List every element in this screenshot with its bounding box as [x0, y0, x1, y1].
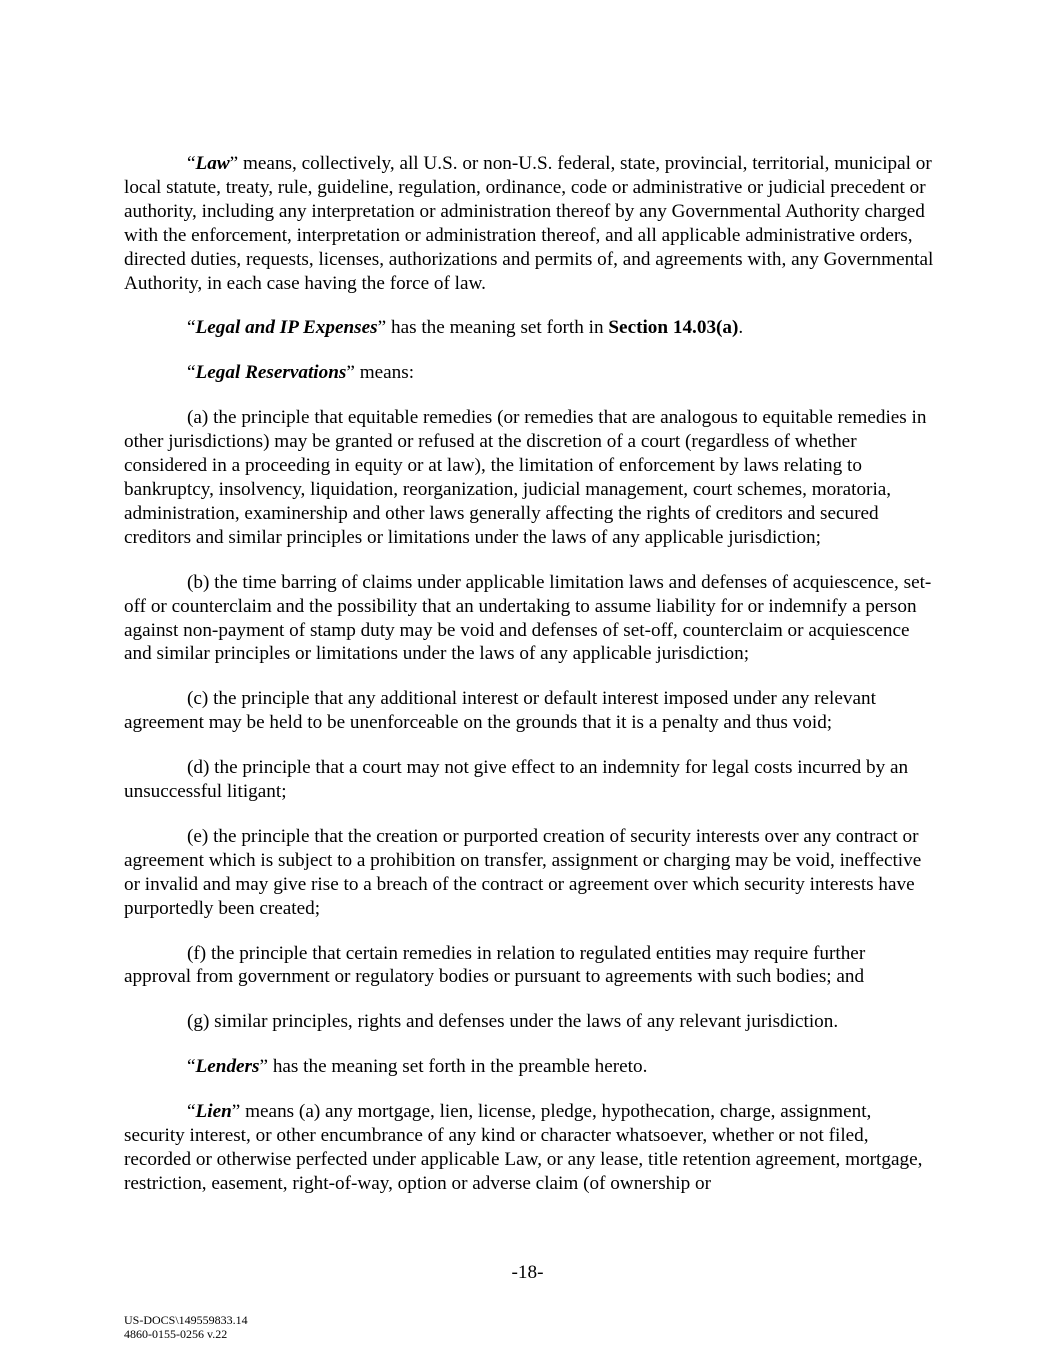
open-quote: “ [187, 153, 196, 174]
document-footer [124, 1313, 248, 1341]
close-quote: ” [346, 362, 355, 384]
definition-text: has the meaning set forth in [386, 317, 609, 339]
clause-f: (f) the principle that certain remedies in relation to regulated entities may require further approval from government or regulatory bodies or pursuant to agreements with such bodies; and [124, 942, 866, 988]
defined-term: Legal Reservations [195, 362, 347, 384]
defined-term: Legal and IP Expenses [195, 317, 378, 339]
clause-c: (c) the principle that any additional interest or default interest imposed under any relevant agreement may be held to be unenforceable on the grounds that it is a penalty and thus void; [124, 688, 876, 734]
open-quote: “ [187, 1056, 196, 1078]
open-quote: “ [187, 317, 196, 339]
definition-text: has the meaning set forth in the preamble hereto. [268, 1056, 648, 1078]
definition-text-end: . [738, 317, 744, 339]
clause-a: (a) the principle that equitable remedies (or remedies that are analogous to equitable remedies in other jurisdictions) may be granted or refused at the discretion of a court (regardless of whether considered in a proceeding in equity or at law), the limitation of enforcement by laws relating to bankruptcy, insolvency, liquidation, reorganization, judicial management, court schemes, moratoria, administration, examinership and other laws generally affecting the rights of creditors and secured creditors and similar principles or limitations under the laws of any applicable jurisdiction; [124, 407, 927, 548]
clause-e: (e) the principle that the creation or purported creation of security interests over any contract or agreement which is subject to a prohibition on transfer, assignment or charging may be void, ineffective or invalid and may give rise to a breach of the contract or agreement over which security interests have purportedly been created; [124, 825, 922, 919]
defined-term: Law [195, 153, 230, 174]
clause-g: (g) similar principles, rights and defenses under the laws of any relevant jurisdiction. [187, 1011, 839, 1033]
definition-lenders [124, 1055, 934, 1079]
definition-legal-reservations [124, 361, 934, 385]
defined-term: Lenders [195, 1056, 260, 1078]
clause-b: (b) the time barring of claims under applicable limitation laws and defenses of acquiescence, set-off or counterclaim and the possibility that an undertaking to assume liability for or indemnify a person against non-payment of stamp duty may be void and defenses of set-off, counterclaim or acquiescence and similar principles or limitations under the laws of any applicable jurisdiction; [124, 571, 932, 665]
definition-legal-ip-expenses [124, 316, 934, 340]
footer-version: 4860-0155-0256 v.22 [124, 1327, 228, 1341]
clause-d: (d) the principle that a court may not give effect to an indemnity for legal costs incurred by an unsuccessful litigant; [124, 757, 909, 803]
open-quote: “ [187, 362, 196, 384]
section-reference: Section 14.03(a) [608, 317, 739, 339]
definition-lien [124, 1100, 934, 1196]
definition-law [124, 152, 934, 295]
close-quote: ” [229, 153, 239, 174]
close-quote: ” [377, 317, 387, 339]
defined-term: Lien [195, 1101, 232, 1123]
close-quote: ” [259, 1056, 269, 1078]
definition-text: means: [354, 362, 415, 384]
close-quote: ” [231, 1101, 241, 1123]
definition-text: means, collectively, all U.S. or non-U.S. federal, state, provincial, territorial, municipal or local statute, treaty, rule, guideline, regulation, ordinance, code or administrative or judicial precedent or authority, including any interpretation or administration thereof by any Governmental Authority charged with the enforcement, interpretation or administration thereof, and all applicable administrative orders, directed duties, requests, licenses, authorizations and permits of, and agreements with, any Governmental Authority, in each case having the force of law. [124, 153, 934, 294]
page-number: -18- [511, 1262, 544, 1283]
footer-doc-id: US-DOCS\149559833.14 [124, 1313, 248, 1327]
open-quote: “ [187, 1101, 196, 1123]
definition-text: means (a) any mortgage, lien, license, pledge, hypothecation, charge, assignment, security interest, or other encumbrance of any kind or character whatsoever, whether or not filed, recorded or otherwise perfected under applicable Law, or any lease, title retention agreement, mortgage, restriction, easement, right-of-way, option or adverse claim (of ownership or [124, 1101, 923, 1194]
document-body [124, 152, 934, 1217]
